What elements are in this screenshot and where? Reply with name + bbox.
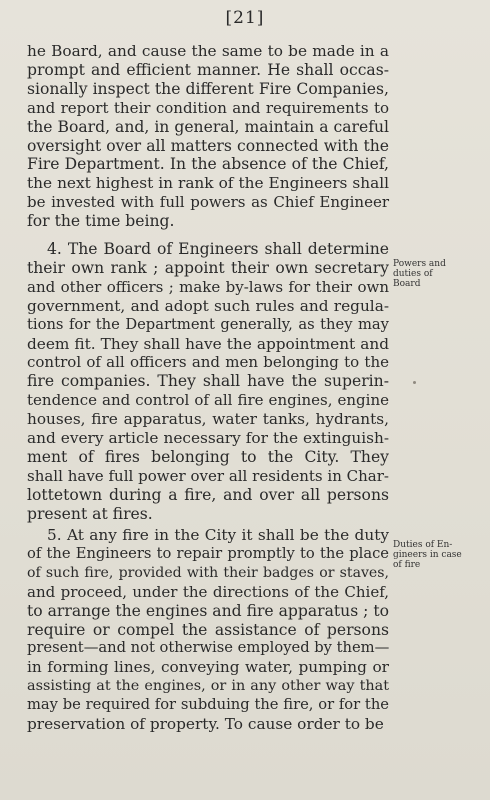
section-4-paragraph <box>27 240 389 524</box>
text-line: and every article necessary for the extinguish- <box>27 429 389 448</box>
paragraph-continuation <box>27 42 389 231</box>
text-line: ment of fires belonging to the City. They <box>27 447 389 466</box>
paper-speck <box>413 381 416 384</box>
page-number: [21] <box>225 8 265 28</box>
text-line: houses, fire apparatus, water tanks, hydrants, <box>27 410 389 429</box>
section-5-paragraph <box>27 526 389 734</box>
margin-note-line: gineers in case <box>393 550 462 560</box>
margin-note-line: of fire <box>393 560 421 570</box>
text-line: deem fit. They shall have the appointment and <box>27 334 389 353</box>
text-line: in forming lines, conveying water, pumping or <box>27 658 389 677</box>
text-line: oversight over all matters connected with the <box>27 136 389 155</box>
margin-note-powers <box>393 259 485 289</box>
text-line: preservation of property. To cause order to be <box>27 715 384 734</box>
text-line: assisting at the engines, or in any other way that <box>27 678 389 695</box>
text-line: 4. The Board of Engineers shall determine <box>47 240 389 258</box>
text-line: and report their condition and requirements to <box>27 98 389 117</box>
text-line: Fire Department. In the absence of the Chief, <box>27 155 389 174</box>
margin-note-line: Board <box>393 279 421 289</box>
text-line: lottetown during a fire, and over all persons <box>27 485 389 504</box>
text-line: tions for the Department generally, as they may <box>27 315 389 333</box>
margin-note-line: duties of <box>393 269 433 279</box>
text-line: the Board, and, in general, maintain a careful <box>27 117 389 136</box>
text-line: to arrange the engines and fire apparatus ; to <box>27 601 390 620</box>
text-line: of the Engineers to repair promptly to the place <box>27 544 389 562</box>
margin-note-line: Powers and <box>393 259 446 269</box>
text-line: sionally inspect the different Fire Companies, <box>27 79 389 98</box>
text-line: 5. At any fire in the City it shall be the duty <box>47 526 389 544</box>
text-line: be invested with full powers as Chief Engineer <box>27 193 389 212</box>
margin-note-line: Duties of En- <box>393 540 453 550</box>
text-line: for the time being. <box>27 212 175 231</box>
text-line: present—and not otherwise employed by them— <box>27 639 390 657</box>
text-line: present at fires. <box>27 504 153 523</box>
text-line: require or compel the assistance of persons <box>27 620 389 639</box>
text-line: may be required for subduing the fire, or for the <box>27 696 389 714</box>
text-line: prompt and efficient manner. He shall occas- <box>27 60 389 79</box>
text-line: and other officers ; make by-laws for their own <box>27 277 389 296</box>
text-line: of such fire, provided with their badges or staves, <box>27 564 389 581</box>
margin-note-duties <box>393 540 485 570</box>
text-line: fire companies. They shall have the superin- <box>27 372 389 391</box>
text-line: control of all officers and men belonging to the <box>27 353 389 372</box>
text-line: the next highest in rank of the Engineers shall <box>27 174 389 193</box>
text-line: their own rank ; appoint their own secretary <box>27 258 389 277</box>
text-line: government, and adopt such rules and regula- <box>27 296 389 315</box>
text-line: shall have full power over all residents in Char- <box>27 466 389 485</box>
text-line: he Board, and cause the same to be made in a <box>27 42 389 60</box>
text-line: and proceed, under the directions of the Chief, <box>27 582 389 601</box>
text-line: tendence and control of all fire engines, engine <box>27 391 389 410</box>
